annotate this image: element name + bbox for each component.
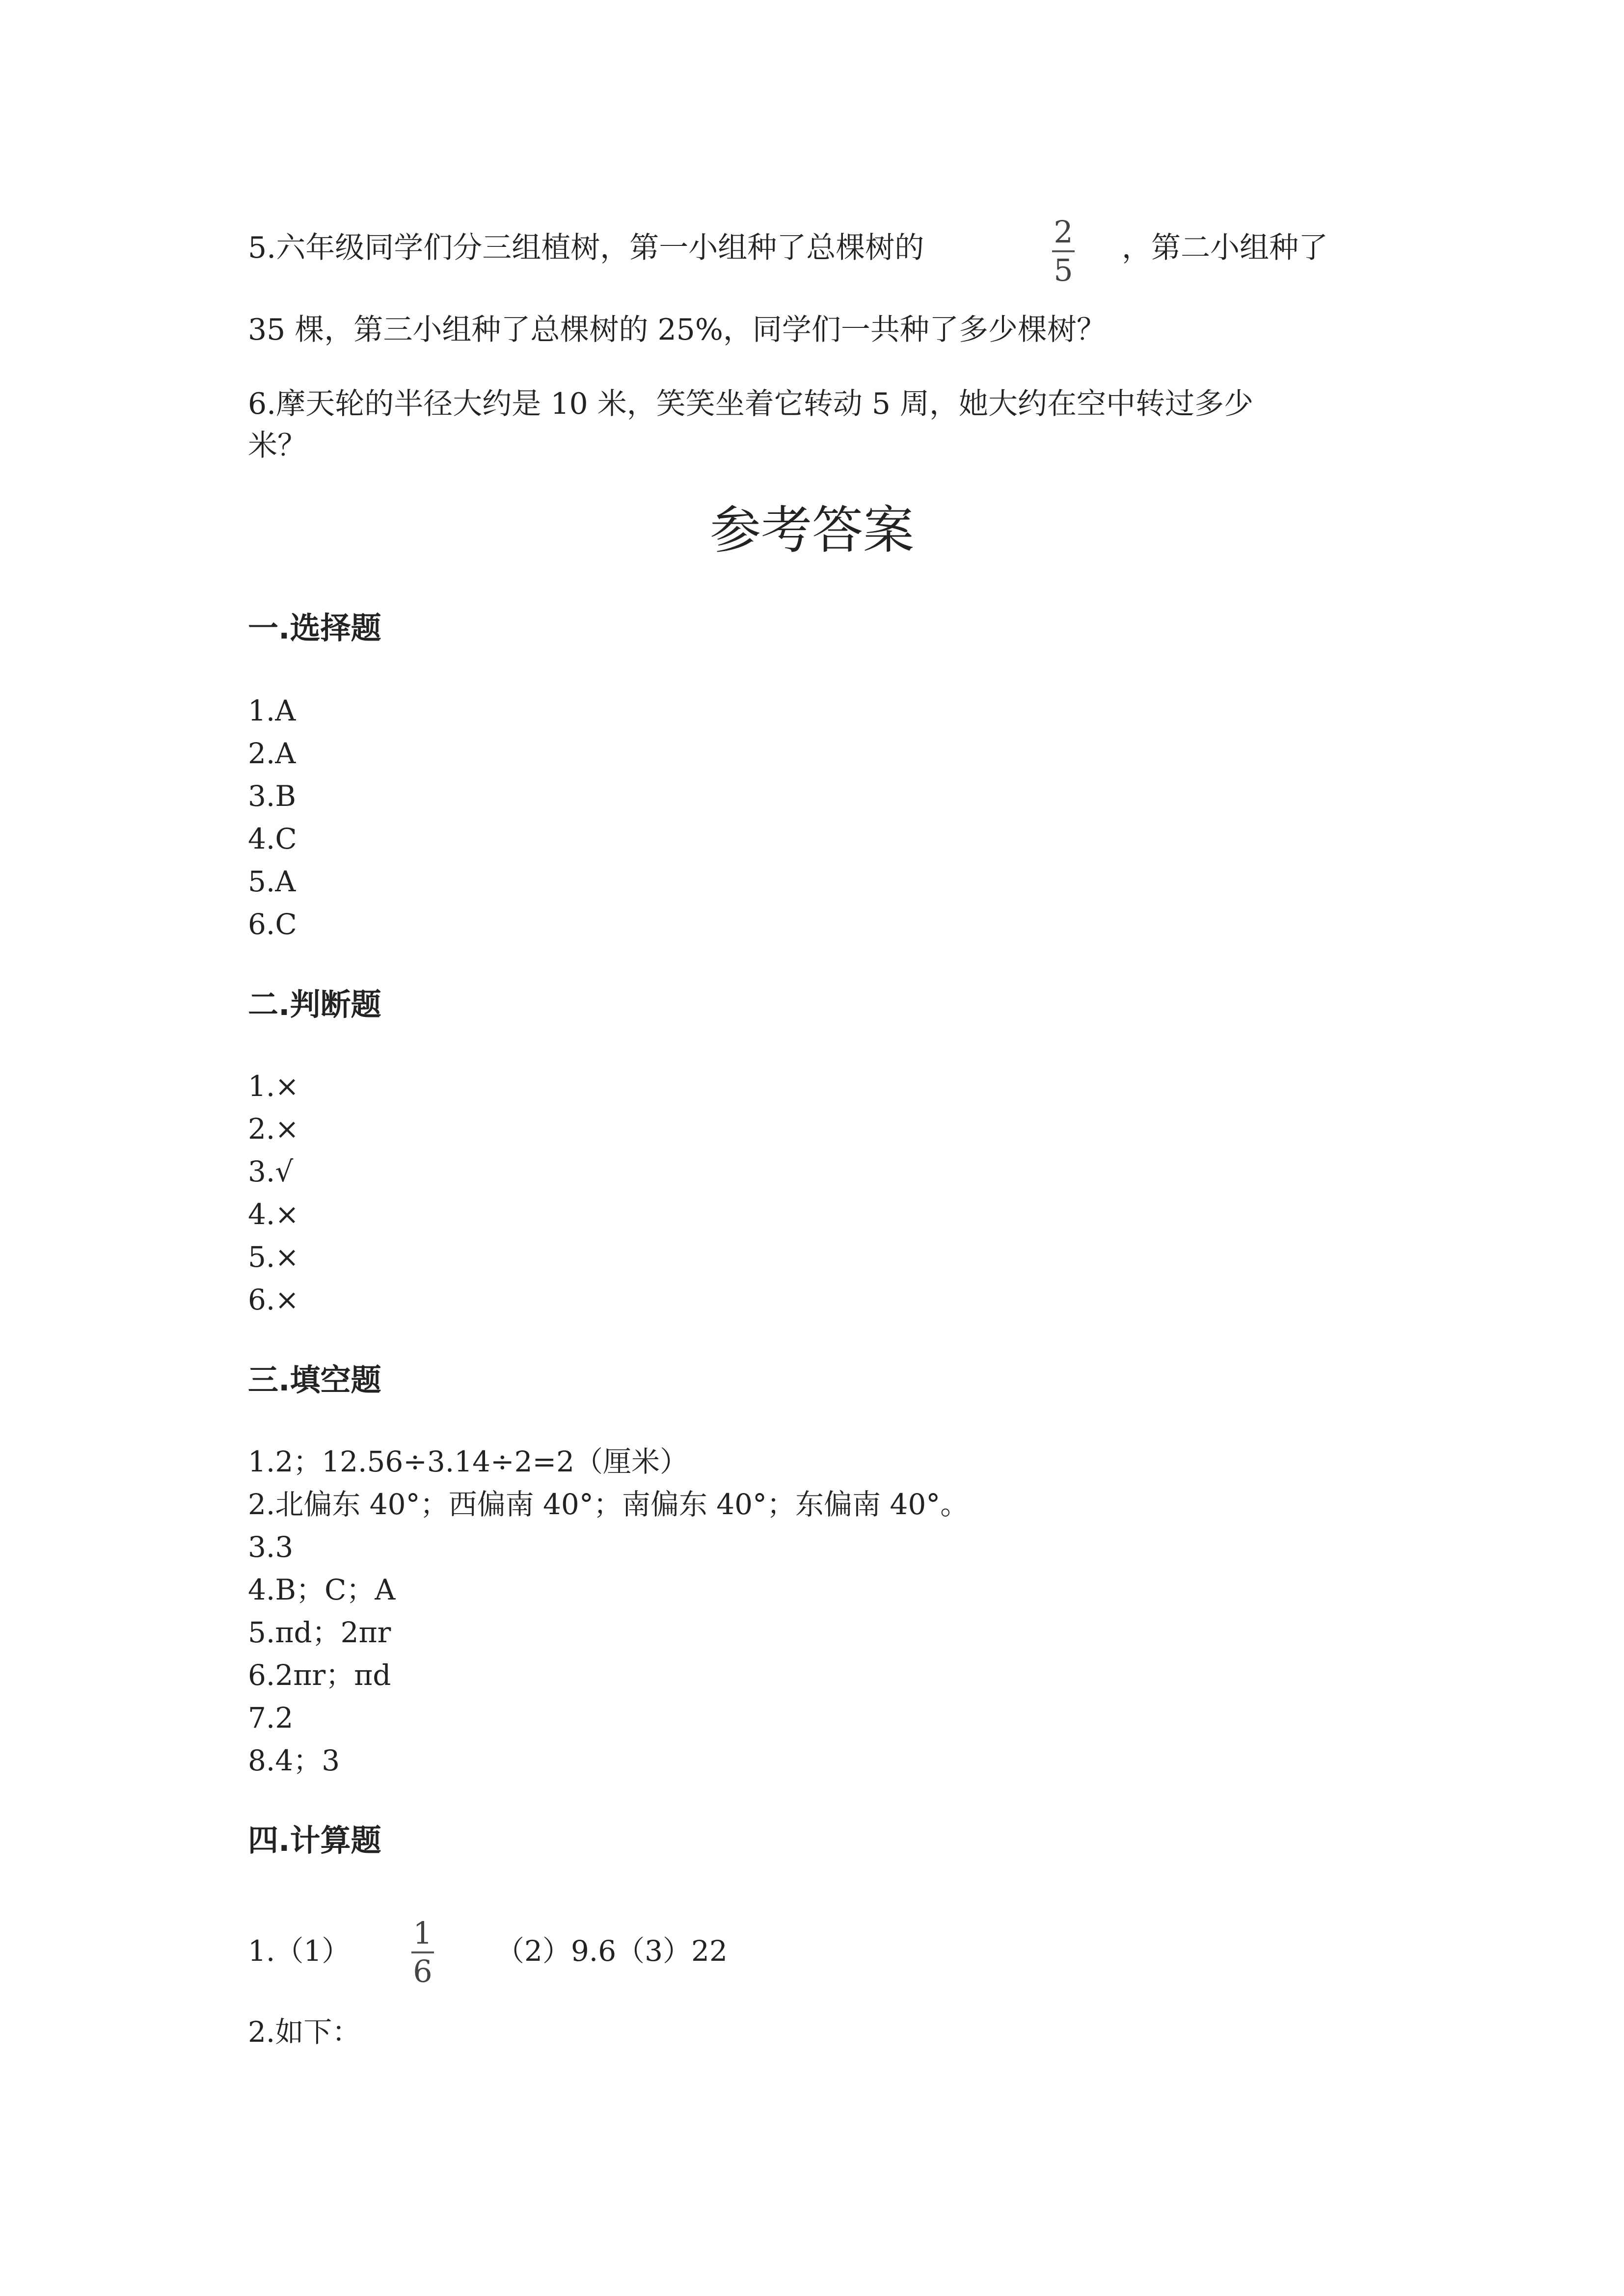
section-heading-calculation: 四.计算题	[248, 1822, 381, 1858]
fraction-denominator: 6	[413, 1953, 433, 1989]
answer-item: 4.B；C；A	[248, 1573, 396, 1606]
answer-item: 2.北偏东 40°；西偏南 40°；南偏东 40°；东偏南 40°。	[248, 1488, 969, 1521]
answer-item: 1.A	[248, 694, 296, 727]
calc-answer-1-fraction	[411, 1917, 434, 1988]
section-heading-fill-blank: 三.填空题	[248, 1362, 381, 1398]
question-5-line-1	[248, 228, 924, 267]
fraction-numerator: 1	[413, 1915, 433, 1951]
answer-item: 3.B	[248, 779, 296, 813]
calc-answer-1-suffix: （2）9.6（3）22	[496, 1934, 728, 1968]
answer-item: 6.2πr；πd	[248, 1658, 391, 1692]
question-5-text-b: ，第二小组种了	[1122, 231, 1328, 265]
answer-item: 5.A	[248, 865, 296, 898]
answer-item: 1.×	[248, 1069, 299, 1103]
section-heading-multiple-choice: 一.选择题	[248, 610, 381, 646]
answer-item: 4.×	[248, 1198, 299, 1231]
question-5-line-2: 35 棵，第三小组种了总棵树的 25%，同学们一共种了多少棵树？	[248, 313, 1106, 347]
answer-item: 5.×	[248, 1240, 299, 1274]
answer-item: 1.2；12.56÷3.14÷2=2（厘米）	[248, 1445, 689, 1478]
question-6-line-2: 米？	[248, 428, 307, 463]
answer-item: 7.2	[248, 1701, 294, 1735]
calc-answer-1-prefix: 1.（1）	[248, 1934, 351, 1968]
answer-key-title: 参考答案	[709, 500, 914, 560]
question-5-text-a: 5.六年级同学们分三组植树，第一小组种了总棵树的	[248, 231, 924, 265]
answer-item: 4.C	[248, 822, 297, 855]
answer-item: 5.πd；2πr	[248, 1616, 391, 1649]
answer-item: 2.A	[248, 737, 296, 770]
question-6-line-1: 6.摩天轮的半径大约是 10 米，笑笑坐着它转动 5 周，她大约在空中转过多少	[248, 387, 1254, 421]
question-5-line-1-cont	[1122, 228, 1328, 267]
answer-item: 2.×	[248, 1112, 299, 1146]
calc-answer-2: 2.如下：	[248, 2015, 361, 2049]
fraction-numerator: 2	[1054, 214, 1073, 250]
answer-item: 3.√	[248, 1155, 294, 1188]
question-5-fraction	[1052, 216, 1075, 287]
answer-item: 8.4；3	[248, 1744, 340, 1777]
answer-item: 6.C	[248, 908, 297, 941]
answer-item: 6.×	[248, 1283, 299, 1316]
fraction-denominator: 5	[1054, 252, 1073, 288]
section-heading-true-false: 二.判断题	[248, 987, 381, 1022]
answer-item: 3.3	[248, 1530, 294, 1564]
